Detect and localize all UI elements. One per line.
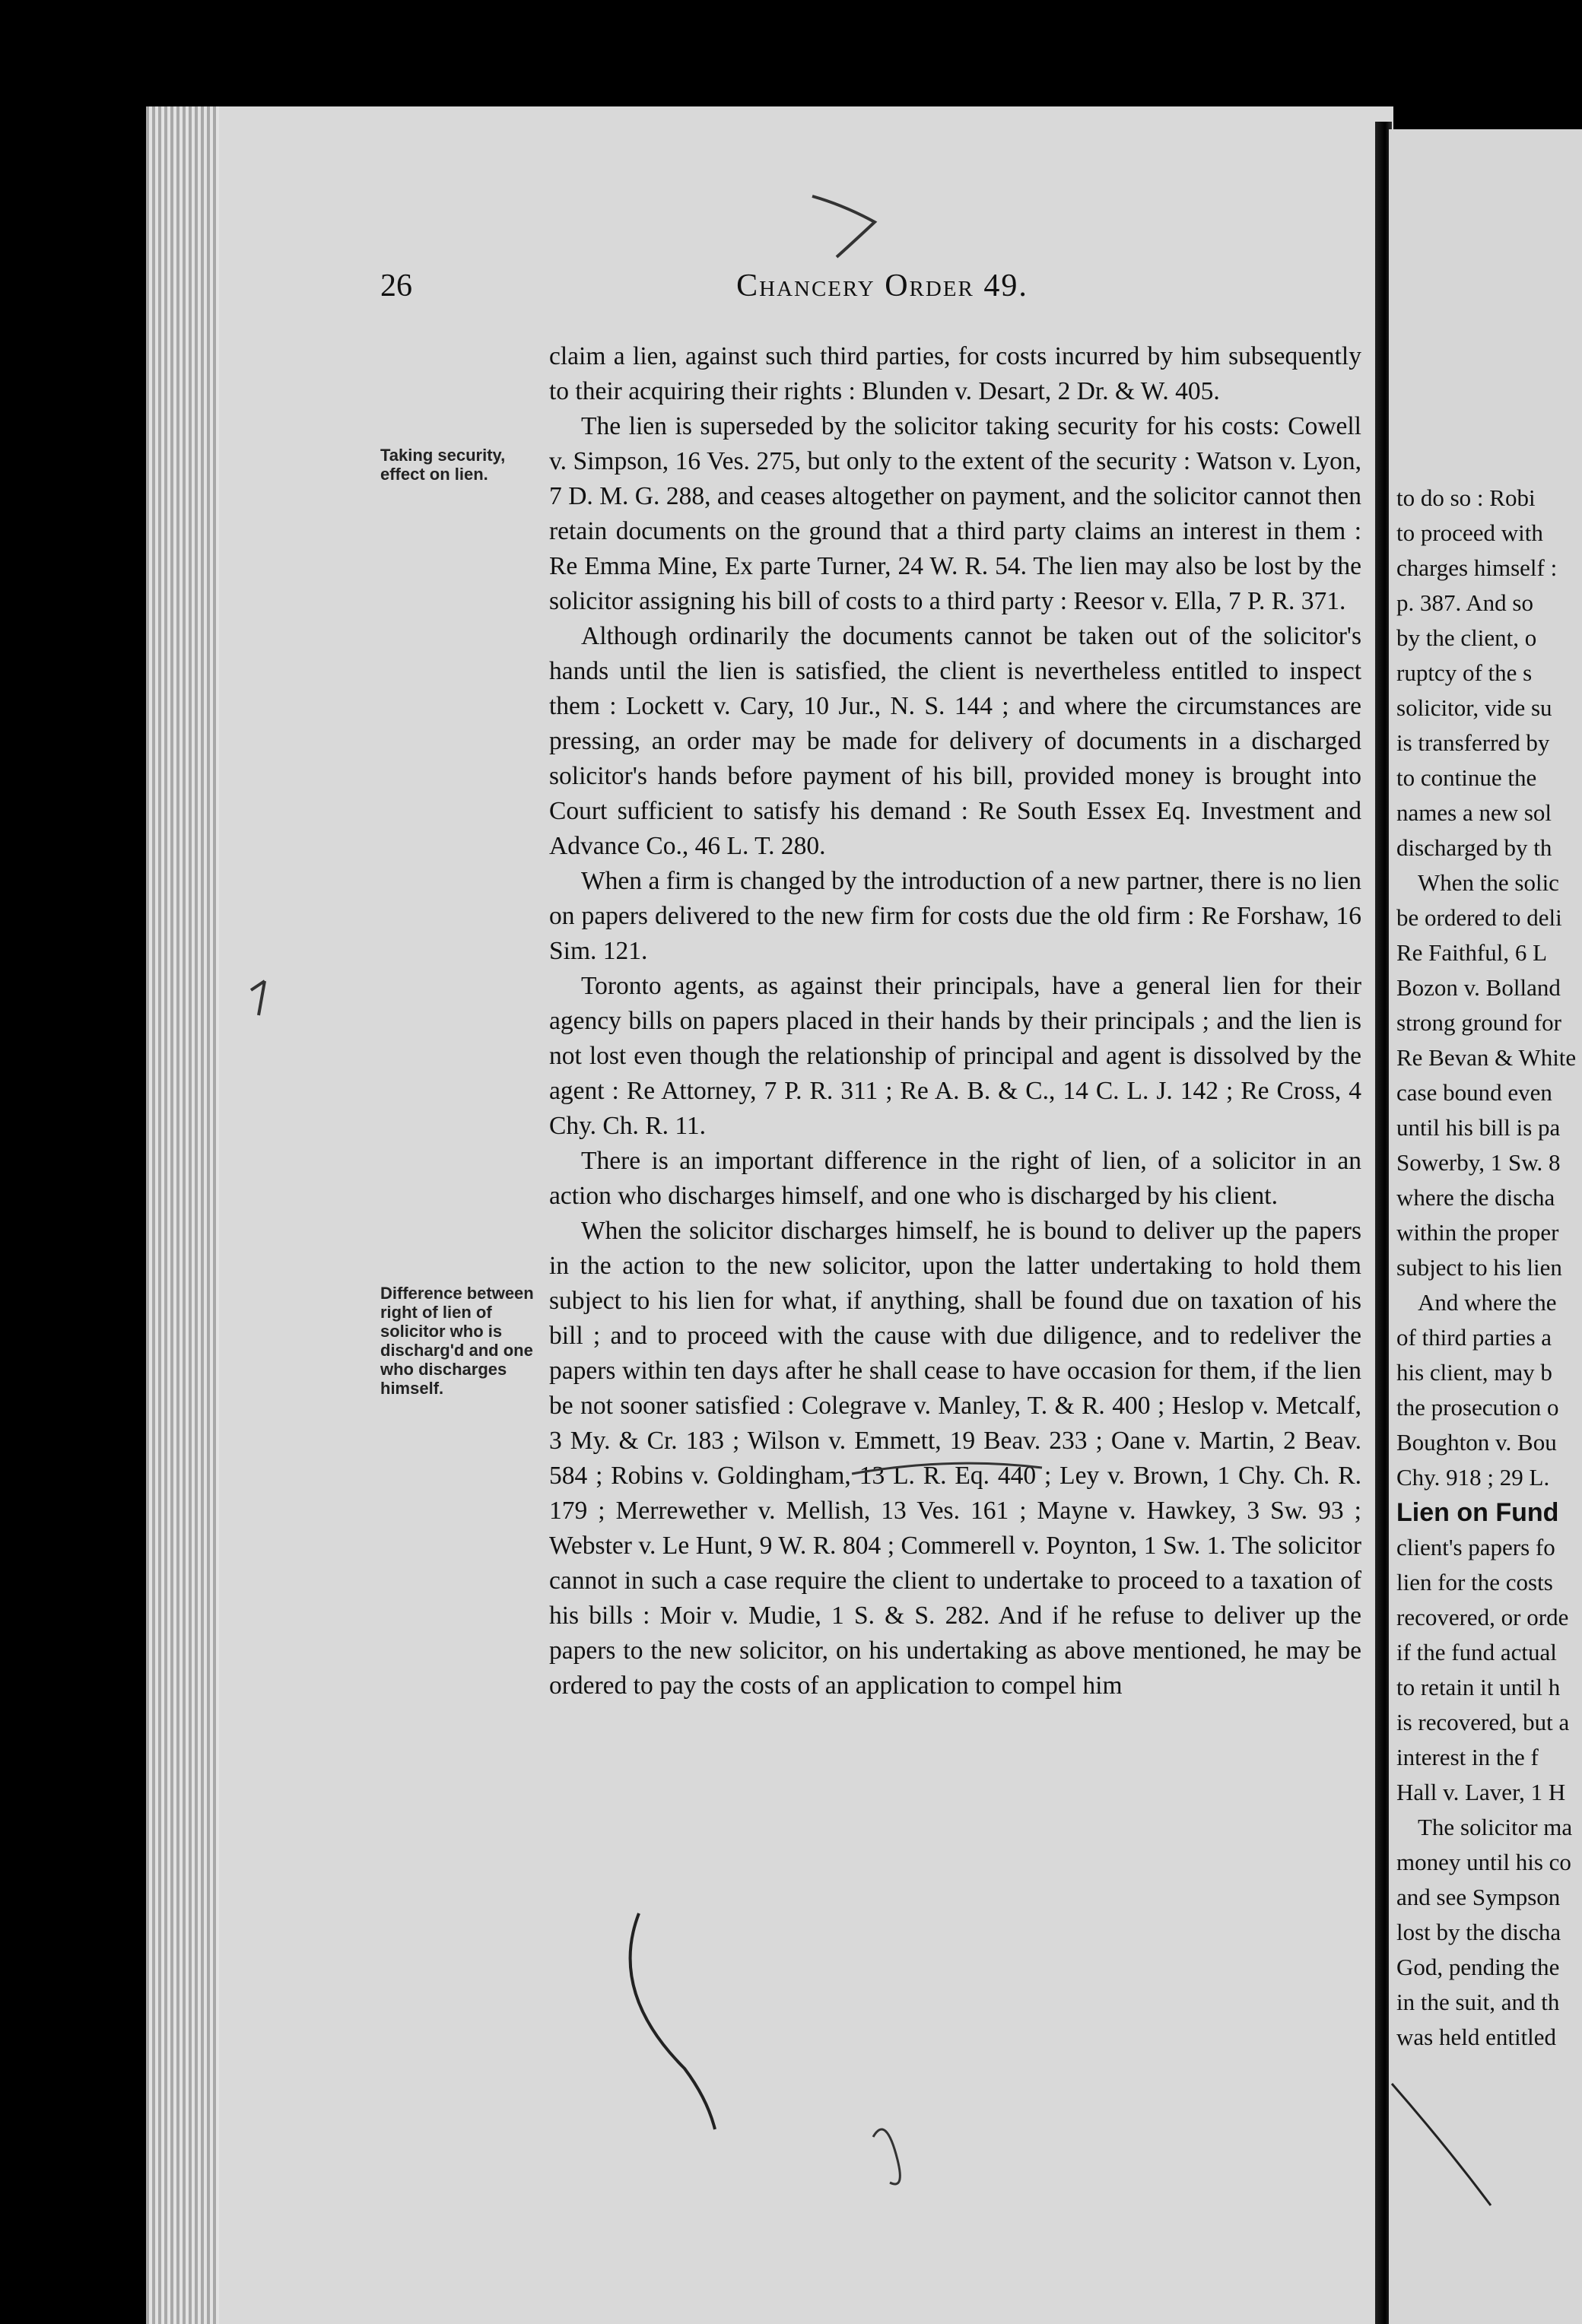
right-line: is recovered, but a: [1396, 1709, 1570, 1735]
paragraph: When a firm is changed by the introduction of a new partner, there is no lien on papers delivered to the new firm for costs due the old firm : Re Forshaw, 16 Sim. 121.: [549, 867, 1361, 965]
paragraph: Toronto agents, as against their principals, have a general lien for their agency bills on papers placed in their hands by their principals ; and the lien is not lost even though the relationship of principal and agent is dissolved by the agent : Re Attorney, 7 P. R. 311 ; Re A. B. & C., 14 C. L. J. 142 ; Re Cross, 4 Chy. Ch. R. 11.: [549, 972, 1361, 1140]
right-line: The solicitor ma: [1418, 1814, 1573, 1840]
right-page-text: [1396, 481, 1582, 2055]
right-line: ruptcy of the s: [1396, 659, 1533, 686]
page-edge: [146, 106, 219, 2324]
running-title: Chancery Order 49.: [736, 268, 1028, 303]
right-line: And where the: [1418, 1289, 1557, 1316]
right-line: to continue the: [1396, 764, 1537, 791]
right-line: if the fund actual: [1396, 1639, 1557, 1665]
right-line: When the solic: [1418, 869, 1559, 896]
right-line: to retain it until h: [1396, 1674, 1561, 1700]
right-line: p. 387. And so: [1396, 589, 1533, 616]
right-line: Chy. 918 ; 29 L.: [1396, 1464, 1550, 1491]
right-line: within the proper: [1396, 1219, 1559, 1246]
right-line: the prosecution o: [1396, 1394, 1559, 1421]
right-line: where the discha: [1396, 1184, 1555, 1211]
right-line: strong ground for: [1396, 1009, 1561, 1036]
right-line: be ordered to deli: [1396, 904, 1562, 931]
right-section-heading: Lien on Fund: [1396, 1498, 1559, 1527]
right-line: Sowerby, 1 Sw. 8: [1396, 1149, 1561, 1176]
sidenote-taking-security: Taking security, effect on lien.: [380, 446, 506, 484]
right-line: Bozon v. Bolland: [1396, 974, 1561, 1001]
right-line: and see Sympson: [1396, 1884, 1561, 1910]
paragraph: The lien is superseded by the solicitor taking security for his costs: Cowell v. Simpson, 16 Ves. 275, but only to the extent of the security : Watson v. Lyon, 7 D. M. G. 288, and ceases altogether on payment, and the solicitor cannot then retain documents on the ground that a third party claims an interest in them : Re Emma Mine, Ex parte Turner, 24 W. R. 54. The lien may also be lost by the solicitor assigning his bill of costs to a third party : Reesor v. Ella, 7 P. R. 371.: [549, 412, 1361, 615]
right-line: Hall v. Laver, 1 H: [1396, 1779, 1566, 1805]
paragraph: claim a lien, against such third parties, for costs incurred by him subsequently to their acquiring their rights : Blunden v. Desart, 2 Dr. & W. 405.: [549, 342, 1361, 405]
right-line: lost by the discha: [1396, 1919, 1561, 1945]
right-line: to do so : Robi: [1396, 484, 1536, 511]
right-line: until his bill is pa: [1396, 1114, 1561, 1141]
right-line: Re Faithful, 6 L: [1396, 939, 1548, 966]
main-text: [549, 339, 1361, 1703]
right-line: God, pending the: [1396, 1954, 1560, 1980]
right-line: of third parties a: [1396, 1324, 1552, 1351]
right-line: charges himself :: [1396, 554, 1558, 581]
right-line: is transferred by: [1396, 729, 1550, 756]
right-line: money until his co: [1396, 1849, 1571, 1875]
running-head: [380, 268, 1384, 313]
right-line: Re Bevan & White: [1396, 1044, 1577, 1071]
paragraph: Although ordinarily the documents cannot be taken out of the solicitor's hands until the lien is satisfied, the client is nevertheless entitled to inspect them : Lockett v. Cary, 10 Jur., N. S. 144 ; and where the circumstances are pressing, an order may be made for delivery of documents in a discharged solicitor's hands before payment of his bill, provided money is brought into Court sufficient to satisfy his demand : Re South Essex Eq. Investment and Advance Co., 46 L. T. 280.: [549, 622, 1361, 860]
right-line: lien for the costs: [1396, 1569, 1553, 1595]
right-line: interest in the f: [1396, 1744, 1539, 1770]
right-line: client's papers fo: [1396, 1534, 1555, 1560]
paragraph: When the solicitor discharges himself, he is bound to deliver up the papers in the action to the new solicitor, upon the latter undertaking to hold them subject to his lien for what, if anything, shall be found due on taxation of his bill ; and to proceed with the cause with due diligence, and to redeliver the papers within ten days after he shall cease to have occasion for them, if the lien be not sooner satisfied : Colegrave v. Manley, T. & R. 400 ; Heslop v. Metcalf, 3 My. & Cr. 183 ; Wilson v. Emmett, 19 Beav. 233 ; Oane v. Martin, 2 Beav. 584 ; Robins v. Goldingham, 13 L. R. Eq. 440 ; Ley v. Brown, 1 Chy. Ch. R. 179 ; Merrewether v. Mellish, 13 Ves. 161 ; Mayne v. Hawkey, 3 Sw. 93 ; Webster v. Le Hunt, 9 W. R. 804 ; Commerell v. Poynton, 1 Sw. 1. The solicitor cannot in such a case require the client to undertake to proceed to a taxation of his bills : Moir v. Mudie, 1 S. & S. 282. And if he refuse to deliver up the papers to the new solicitor, on his undertaking as above mentioned, he may be ordered to pay the costs of an application to compel him: [549, 1217, 1361, 1700]
right-line: subject to his lien: [1396, 1254, 1562, 1281]
right-line: case bound even: [1396, 1079, 1552, 1106]
right-line: discharged by th: [1396, 834, 1552, 861]
right-line: to proceed with: [1396, 519, 1543, 546]
right-line: recovered, or orde: [1396, 1604, 1569, 1630]
right-line: his client, may b: [1396, 1359, 1552, 1386]
right-line: names a new sol: [1396, 799, 1552, 826]
page-number: 26: [380, 268, 412, 303]
right-page: [1389, 129, 1582, 2324]
sidenote-difference-lien: Difference between right of lien of solicitor who is discharg'd and one who discharges himself.: [380, 1284, 534, 1398]
paragraph: There is an important difference in the right of lien, of a solicitor in an action who discharges himself, and one who is discharged by his client.: [549, 1147, 1361, 1210]
right-line: Boughton v. Bou: [1396, 1429, 1557, 1456]
right-line: by the client, o: [1396, 624, 1537, 651]
right-line: in the suit, and th: [1396, 1989, 1560, 2015]
right-line: was held entitled: [1396, 2024, 1557, 2050]
right-line: solicitor, vide su: [1396, 694, 1552, 721]
